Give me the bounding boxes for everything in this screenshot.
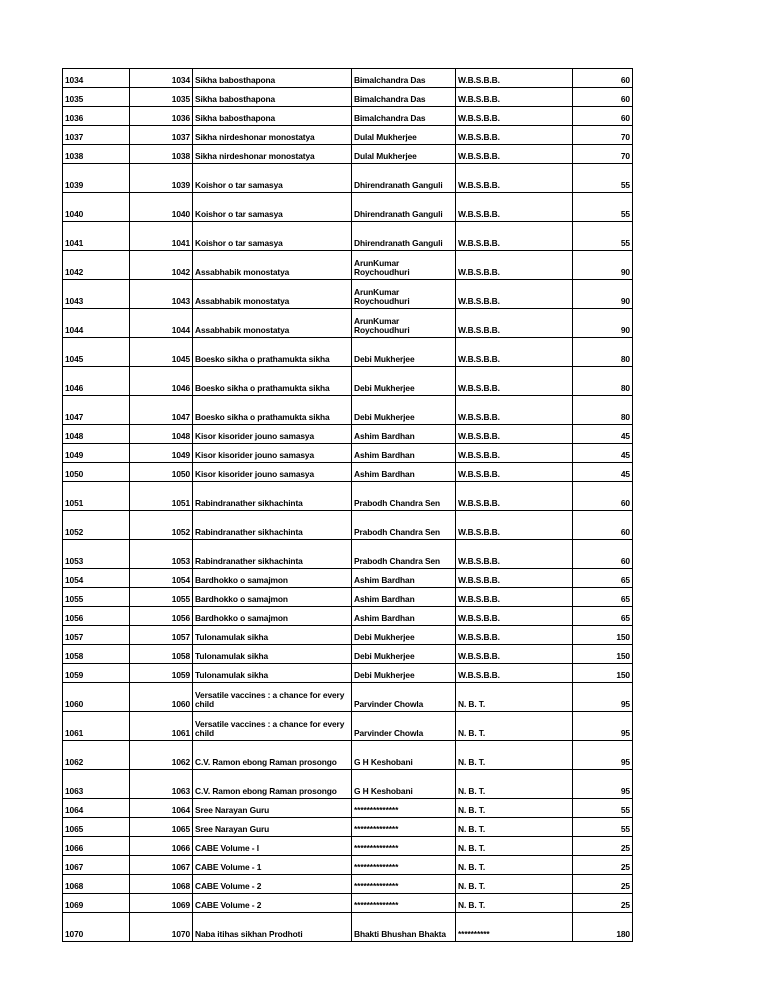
accession-number-cell: 1054 (130, 569, 193, 588)
author-cell: Debi Mukherjee (352, 645, 456, 664)
accession-number-cell: 1052 (130, 511, 193, 540)
table-row (63, 626, 633, 645)
serial-number-cell: 1049 (63, 444, 130, 463)
book-title-cell: Boesko sikha o prathamukta sikha (193, 396, 352, 425)
book-title-cell: Kisor kisorider jouno samasya (193, 425, 352, 444)
accession-number-cell: 1053 (130, 540, 193, 569)
price-cell: 90 (573, 251, 633, 280)
publisher-cell: W.B.S.B.B. (456, 444, 573, 463)
serial-number-cell: 1041 (63, 222, 130, 251)
price-cell: 80 (573, 396, 633, 425)
book-title-cell: CABE Volume - 2 (193, 894, 352, 913)
serial-number-cell: 1038 (63, 145, 130, 164)
table-row (63, 107, 633, 126)
publisher-cell: N. B. T. (456, 818, 573, 837)
accession-number-cell: 1035 (130, 88, 193, 107)
author-cell: Bimalchandra Das (352, 107, 456, 126)
serial-number-cell: 1066 (63, 837, 130, 856)
accession-number-cell: 1062 (130, 741, 193, 770)
author-cell: ************** (352, 894, 456, 913)
publisher-cell: W.B.S.B.B. (456, 222, 573, 251)
publisher-cell: N. B. T. (456, 875, 573, 894)
book-catalog-table (62, 68, 633, 942)
accession-number-cell: 1059 (130, 664, 193, 683)
publisher-cell: W.B.S.B.B. (456, 367, 573, 396)
publisher-cell: N. B. T. (456, 894, 573, 913)
book-title-cell: Sree Narayan Guru (193, 799, 352, 818)
book-title-cell: Sikha babosthapona (193, 88, 352, 107)
author-cell: Dhirendranath Ganguli (352, 193, 456, 222)
author-cell: ArunKumar Roychoudhuri (352, 309, 456, 338)
table-row (63, 463, 633, 482)
serial-number-cell: 1051 (63, 482, 130, 511)
publisher-cell: W.B.S.B.B. (456, 645, 573, 664)
accession-number-cell: 1060 (130, 683, 193, 712)
accession-number-cell: 1043 (130, 280, 193, 309)
serial-number-cell: 1056 (63, 607, 130, 626)
author-cell: Dulal Mukherjee (352, 126, 456, 145)
author-cell: Bimalchandra Das (352, 88, 456, 107)
serial-number-cell: 1062 (63, 741, 130, 770)
table-row (63, 683, 633, 712)
catalog-body (63, 69, 633, 942)
author-cell: Ashim Bardhan (352, 607, 456, 626)
price-cell: 180 (573, 913, 633, 942)
author-cell: Debi Mukherjee (352, 396, 456, 425)
publisher-cell: ********** (456, 913, 573, 942)
table-row (63, 193, 633, 222)
price-cell: 95 (573, 770, 633, 799)
price-cell: 55 (573, 222, 633, 251)
price-cell: 25 (573, 875, 633, 894)
author-cell: Debi Mukherjee (352, 626, 456, 645)
price-cell: 65 (573, 607, 633, 626)
publisher-cell: N. B. T. (456, 741, 573, 770)
author-cell: ************** (352, 837, 456, 856)
publisher-cell: W.B.S.B.B. (456, 88, 573, 107)
publisher-cell: W.B.S.B.B. (456, 338, 573, 367)
price-cell: 55 (573, 164, 633, 193)
table-row (63, 222, 633, 251)
publisher-cell: W.B.S.B.B. (456, 251, 573, 280)
price-cell: 60 (573, 88, 633, 107)
author-cell: Prabodh Chandra Sen (352, 482, 456, 511)
accession-number-cell: 1066 (130, 837, 193, 856)
table-row (63, 69, 633, 88)
serial-number-cell: 1057 (63, 626, 130, 645)
accession-number-cell: 1046 (130, 367, 193, 396)
price-cell: 55 (573, 193, 633, 222)
book-title-cell: Assabhabik monostatya (193, 251, 352, 280)
book-title-cell: Versatile vaccines : a chance for every child (193, 712, 352, 741)
table-row (63, 818, 633, 837)
price-cell: 70 (573, 145, 633, 164)
book-title-cell: Assabhabik monostatya (193, 309, 352, 338)
price-cell: 60 (573, 482, 633, 511)
serial-number-cell: 1055 (63, 588, 130, 607)
author-cell: ArunKumar Roychoudhuri (352, 251, 456, 280)
author-cell: Dhirendranath Ganguli (352, 222, 456, 251)
serial-number-cell: 1061 (63, 712, 130, 741)
serial-number-cell: 1050 (63, 463, 130, 482)
serial-number-cell: 1034 (63, 69, 130, 88)
publisher-cell: W.B.S.B.B. (456, 463, 573, 482)
author-cell: Ashim Bardhan (352, 463, 456, 482)
serial-number-cell: 1063 (63, 770, 130, 799)
table-row (63, 482, 633, 511)
serial-number-cell: 1058 (63, 645, 130, 664)
price-cell: 95 (573, 683, 633, 712)
author-cell: Ashim Bardhan (352, 425, 456, 444)
author-cell: ************** (352, 856, 456, 875)
table-row (63, 856, 633, 875)
book-title-cell: Kisor kisorider jouno samasya (193, 444, 352, 463)
author-cell: ************** (352, 799, 456, 818)
book-title-cell: Sikha nirdeshonar monostatya (193, 145, 352, 164)
author-cell: Debi Mukherjee (352, 338, 456, 367)
table-row (63, 894, 633, 913)
table-row (63, 88, 633, 107)
serial-number-cell: 1044 (63, 309, 130, 338)
accession-number-cell: 1048 (130, 425, 193, 444)
table-row (63, 425, 633, 444)
accession-number-cell: 1039 (130, 164, 193, 193)
author-cell: Dhirendranath Ganguli (352, 164, 456, 193)
book-title-cell: Tulonamulak sikha (193, 664, 352, 683)
serial-number-cell: 1059 (63, 664, 130, 683)
price-cell: 80 (573, 367, 633, 396)
author-cell: Bhakti Bhushan Bhakta (352, 913, 456, 942)
author-cell: Ashim Bardhan (352, 569, 456, 588)
book-title-cell: Tulonamulak sikha (193, 645, 352, 664)
table-row (63, 396, 633, 425)
publisher-cell: W.B.S.B.B. (456, 425, 573, 444)
publisher-cell: W.B.S.B.B. (456, 193, 573, 222)
price-cell: 65 (573, 588, 633, 607)
price-cell: 25 (573, 894, 633, 913)
publisher-cell: W.B.S.B.B. (456, 69, 573, 88)
author-cell: Parvinder Chowla (352, 683, 456, 712)
author-cell: Parvinder Chowla (352, 712, 456, 741)
price-cell: 45 (573, 425, 633, 444)
price-cell: 90 (573, 309, 633, 338)
serial-number-cell: 1068 (63, 875, 130, 894)
serial-number-cell: 1037 (63, 126, 130, 145)
publisher-cell: N. B. T. (456, 712, 573, 741)
table-row (63, 511, 633, 540)
accession-number-cell: 1034 (130, 69, 193, 88)
book-title-cell: CABE Volume - I (193, 837, 352, 856)
book-title-cell: C.V. Ramon ebong Raman prosongo (193, 770, 352, 799)
table-row (63, 664, 633, 683)
price-cell: 65 (573, 569, 633, 588)
book-title-cell: Sikha nirdeshonar monostatya (193, 126, 352, 145)
book-title-cell: Sree Narayan Guru (193, 818, 352, 837)
book-title-cell: Boesko sikha o prathamukta sikha (193, 338, 352, 367)
publisher-cell: W.B.S.B.B. (456, 664, 573, 683)
publisher-cell: W.B.S.B.B. (456, 107, 573, 126)
accession-number-cell: 1047 (130, 396, 193, 425)
table-row (63, 875, 633, 894)
serial-number-cell: 1065 (63, 818, 130, 837)
accession-number-cell: 1045 (130, 338, 193, 367)
publisher-cell: W.B.S.B.B. (456, 540, 573, 569)
serial-number-cell: 1064 (63, 799, 130, 818)
serial-number-cell: 1053 (63, 540, 130, 569)
book-title-cell: Rabindranather sikhachinta (193, 511, 352, 540)
book-title-cell: Versatile vaccines : a chance for every child (193, 683, 352, 712)
table-row (63, 569, 633, 588)
book-title-cell: Sikha babosthapona (193, 69, 352, 88)
book-title-cell: Bardhokko o samajmon (193, 588, 352, 607)
accession-number-cell: 1044 (130, 309, 193, 338)
table-row (63, 164, 633, 193)
book-title-cell: Tulonamulak sikha (193, 626, 352, 645)
table-row (63, 770, 633, 799)
serial-number-cell: 1067 (63, 856, 130, 875)
accession-number-cell: 1057 (130, 626, 193, 645)
publisher-cell: N. B. T. (456, 856, 573, 875)
price-cell: 150 (573, 645, 633, 664)
accession-number-cell: 1041 (130, 222, 193, 251)
book-title-cell: CABE Volume - 2 (193, 875, 352, 894)
accession-number-cell: 1037 (130, 126, 193, 145)
table-row (63, 799, 633, 818)
accession-number-cell: 1036 (130, 107, 193, 126)
accession-number-cell: 1050 (130, 463, 193, 482)
table-row (63, 741, 633, 770)
serial-number-cell: 1047 (63, 396, 130, 425)
table-row (63, 126, 633, 145)
accession-number-cell: 1067 (130, 856, 193, 875)
price-cell: 55 (573, 799, 633, 818)
book-title-cell: Rabindranather sikhachinta (193, 540, 352, 569)
accession-number-cell: 1051 (130, 482, 193, 511)
book-title-cell: Boesko sikha o prathamukta sikha (193, 367, 352, 396)
author-cell: G H Keshobani (352, 741, 456, 770)
publisher-cell: N. B. T. (456, 799, 573, 818)
book-title-cell: Bardhokko o samajmon (193, 569, 352, 588)
accession-number-cell: 1038 (130, 145, 193, 164)
accession-number-cell: 1068 (130, 875, 193, 894)
serial-number-cell: 1043 (63, 280, 130, 309)
price-cell: 80 (573, 338, 633, 367)
author-cell: ArunKumar Roychoudhuri (352, 280, 456, 309)
accession-number-cell: 1058 (130, 645, 193, 664)
author-cell: Prabodh Chandra Sen (352, 540, 456, 569)
serial-number-cell: 1045 (63, 338, 130, 367)
serial-number-cell: 1035 (63, 88, 130, 107)
book-title-cell: CABE Volume - 1 (193, 856, 352, 875)
author-cell: Prabodh Chandra Sen (352, 511, 456, 540)
price-cell: 70 (573, 126, 633, 145)
price-cell: 25 (573, 837, 633, 856)
accession-number-cell: 1049 (130, 444, 193, 463)
publisher-cell: N. B. T. (456, 770, 573, 799)
accession-number-cell: 1055 (130, 588, 193, 607)
publisher-cell: W.B.S.B.B. (456, 396, 573, 425)
author-cell: G H Keshobani (352, 770, 456, 799)
accession-number-cell: 1063 (130, 770, 193, 799)
publisher-cell: W.B.S.B.B. (456, 569, 573, 588)
serial-number-cell: 1042 (63, 251, 130, 280)
publisher-cell: N. B. T. (456, 837, 573, 856)
publisher-cell: W.B.S.B.B. (456, 511, 573, 540)
publisher-cell: W.B.S.B.B. (456, 145, 573, 164)
serial-number-cell: 1070 (63, 913, 130, 942)
book-title-cell: Naba itihas sikhan Prodhoti (193, 913, 352, 942)
book-title-cell: Koishor o tar samasya (193, 222, 352, 251)
publisher-cell: W.B.S.B.B. (456, 309, 573, 338)
author-cell: Debi Mukherjee (352, 367, 456, 396)
price-cell: 60 (573, 107, 633, 126)
table-row (63, 837, 633, 856)
price-cell: 150 (573, 626, 633, 645)
publisher-cell: W.B.S.B.B. (456, 164, 573, 193)
table-row (63, 645, 633, 664)
serial-number-cell: 1039 (63, 164, 130, 193)
serial-number-cell: 1069 (63, 894, 130, 913)
table-row (63, 309, 633, 338)
book-title-cell: Assabhabik monostatya (193, 280, 352, 309)
author-cell: ************** (352, 875, 456, 894)
accession-number-cell: 1040 (130, 193, 193, 222)
accession-number-cell: 1042 (130, 251, 193, 280)
serial-number-cell: 1046 (63, 367, 130, 396)
price-cell: 90 (573, 280, 633, 309)
book-title-cell: Bardhokko o samajmon (193, 607, 352, 626)
table-row (63, 588, 633, 607)
serial-number-cell: 1052 (63, 511, 130, 540)
author-cell: Ashim Bardhan (352, 444, 456, 463)
table-row (63, 712, 633, 741)
book-title-cell: C.V. Ramon ebong Raman prosongo (193, 741, 352, 770)
publisher-cell: W.B.S.B.B. (456, 126, 573, 145)
table-row (63, 145, 633, 164)
serial-number-cell: 1054 (63, 569, 130, 588)
accession-number-cell: 1069 (130, 894, 193, 913)
table-row (63, 338, 633, 367)
author-cell: ************** (352, 818, 456, 837)
publisher-cell: W.B.S.B.B. (456, 607, 573, 626)
table-row (63, 251, 633, 280)
price-cell: 60 (573, 540, 633, 569)
publisher-cell: W.B.S.B.B. (456, 588, 573, 607)
book-title-cell: Koishor o tar samasya (193, 193, 352, 222)
table-row (63, 540, 633, 569)
serial-number-cell: 1060 (63, 683, 130, 712)
table-row (63, 280, 633, 309)
book-title-cell: Sikha babosthapona (193, 107, 352, 126)
price-cell: 60 (573, 511, 633, 540)
publisher-cell: N. B. T. (456, 683, 573, 712)
serial-number-cell: 1040 (63, 193, 130, 222)
author-cell: Bimalchandra Das (352, 69, 456, 88)
author-cell: Debi Mukherjee (352, 664, 456, 683)
price-cell: 60 (573, 69, 633, 88)
author-cell: Ashim Bardhan (352, 588, 456, 607)
price-cell: 55 (573, 818, 633, 837)
table-row (63, 367, 633, 396)
accession-number-cell: 1061 (130, 712, 193, 741)
book-title-cell: Koishor o tar samasya (193, 164, 352, 193)
serial-number-cell: 1036 (63, 107, 130, 126)
accession-number-cell: 1056 (130, 607, 193, 626)
price-cell: 150 (573, 664, 633, 683)
publisher-cell: W.B.S.B.B. (456, 482, 573, 511)
price-cell: 45 (573, 444, 633, 463)
price-cell: 25 (573, 856, 633, 875)
publisher-cell: W.B.S.B.B. (456, 280, 573, 309)
publisher-cell: W.B.S.B.B. (456, 626, 573, 645)
table-row (63, 444, 633, 463)
price-cell: 95 (573, 741, 633, 770)
accession-number-cell: 1064 (130, 799, 193, 818)
accession-number-cell: 1070 (130, 913, 193, 942)
price-cell: 45 (573, 463, 633, 482)
book-title-cell: Kisor kisorider jouno samasya (193, 463, 352, 482)
author-cell: Dulal Mukherjee (352, 145, 456, 164)
book-title-cell: Rabindranather sikhachinta (193, 482, 352, 511)
accession-number-cell: 1065 (130, 818, 193, 837)
table-row (63, 913, 633, 942)
price-cell: 95 (573, 712, 633, 741)
table-row (63, 607, 633, 626)
serial-number-cell: 1048 (63, 425, 130, 444)
